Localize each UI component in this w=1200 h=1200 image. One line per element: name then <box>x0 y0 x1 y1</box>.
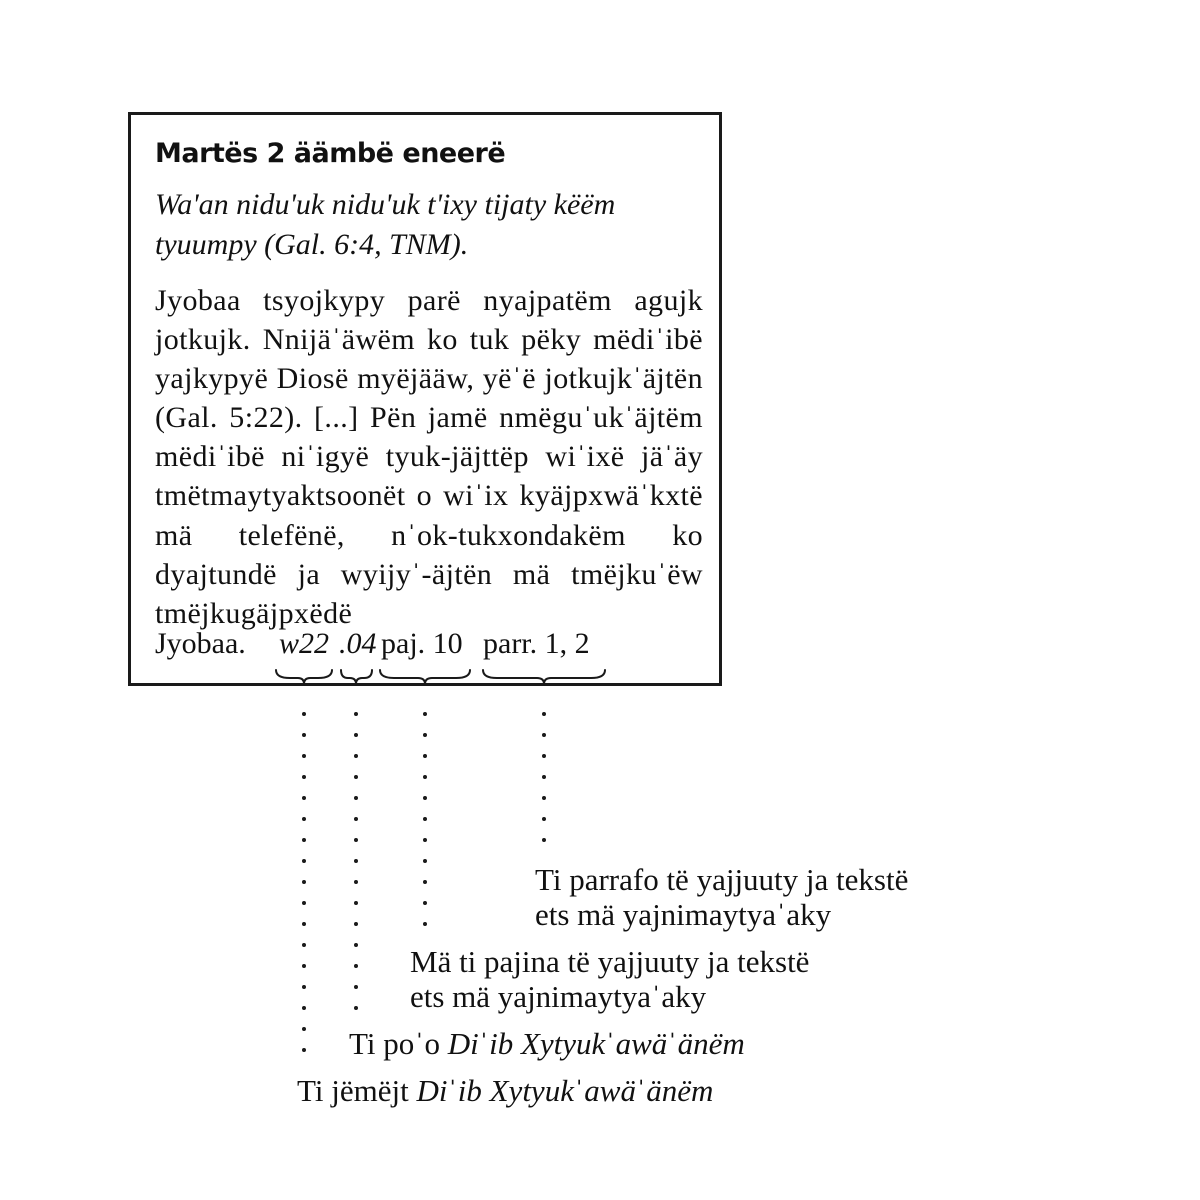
callout-paragraphs <box>535 862 908 932</box>
reference-publication-year: w22 <box>279 627 330 660</box>
callout-year-prefix: Ti jëmëjt <box>297 1073 409 1108</box>
callout-issue-prefix: Ti poˈo <box>349 1026 441 1061</box>
callout-year <box>297 1073 713 1108</box>
callout-issue-publication: Diˈib Xytyukˈawäˈänëm <box>447 1026 745 1061</box>
daily-text-quote: Wa'an nidu'uk nidu'uk t'ixy tijaty këëm tyuumpy (Gal. 6:4, TNM). <box>155 188 616 261</box>
callout-page-line2: ets mä yajnimaytyaˈaky <box>410 979 707 1014</box>
callout-page <box>410 944 809 1014</box>
callout-paragraphs-line1: Ti parrafo të yajjuuty ja tekstë <box>535 862 909 897</box>
card-heading: Martës 2 äämbë eneerë <box>155 138 506 169</box>
reference-paragraphs: parr. 1, 2 <box>483 627 590 660</box>
callout-page-line1: Mä ti pajina të yajjuuty ja tekstë <box>410 944 810 979</box>
reference-page: paj. 10 <box>381 627 463 660</box>
reference-issue: .04 <box>339 627 377 660</box>
callout-paragraphs-line2: ets mä yajnimaytyaˈaky <box>535 897 832 932</box>
callout-year-publication: Diˈib Xytyukˈawäˈänëm <box>416 1073 714 1108</box>
callout-issue <box>349 1026 745 1061</box>
daily-text-comment: Jyobaa tsyojkypy parë nyajpatëm agujk jotkujk. Nnijäˈäwëm ko tuk pëky mëdiˈibë yajkypyë Diosë myëjääw, yëˈë jotkujkˈäjtën (Gal. 5:22). [...] Pën jamë nmëguˈukˈäjtëm mëdiˈibë niˈigyë tyuk-jäjttëp wiˈixë jäˈäy tmëtmaytyaktsoonët o wiˈix kyäjpxwäˈkxtë mä telefënë, nˈok-tukxondakëm ko dyajtundë ja wyijyˈ-äjtën mä tmëjkuˈëw tmëjkugäjpxëdë <box>155 284 703 630</box>
reference-lead: Jyobaa. <box>155 627 246 660</box>
